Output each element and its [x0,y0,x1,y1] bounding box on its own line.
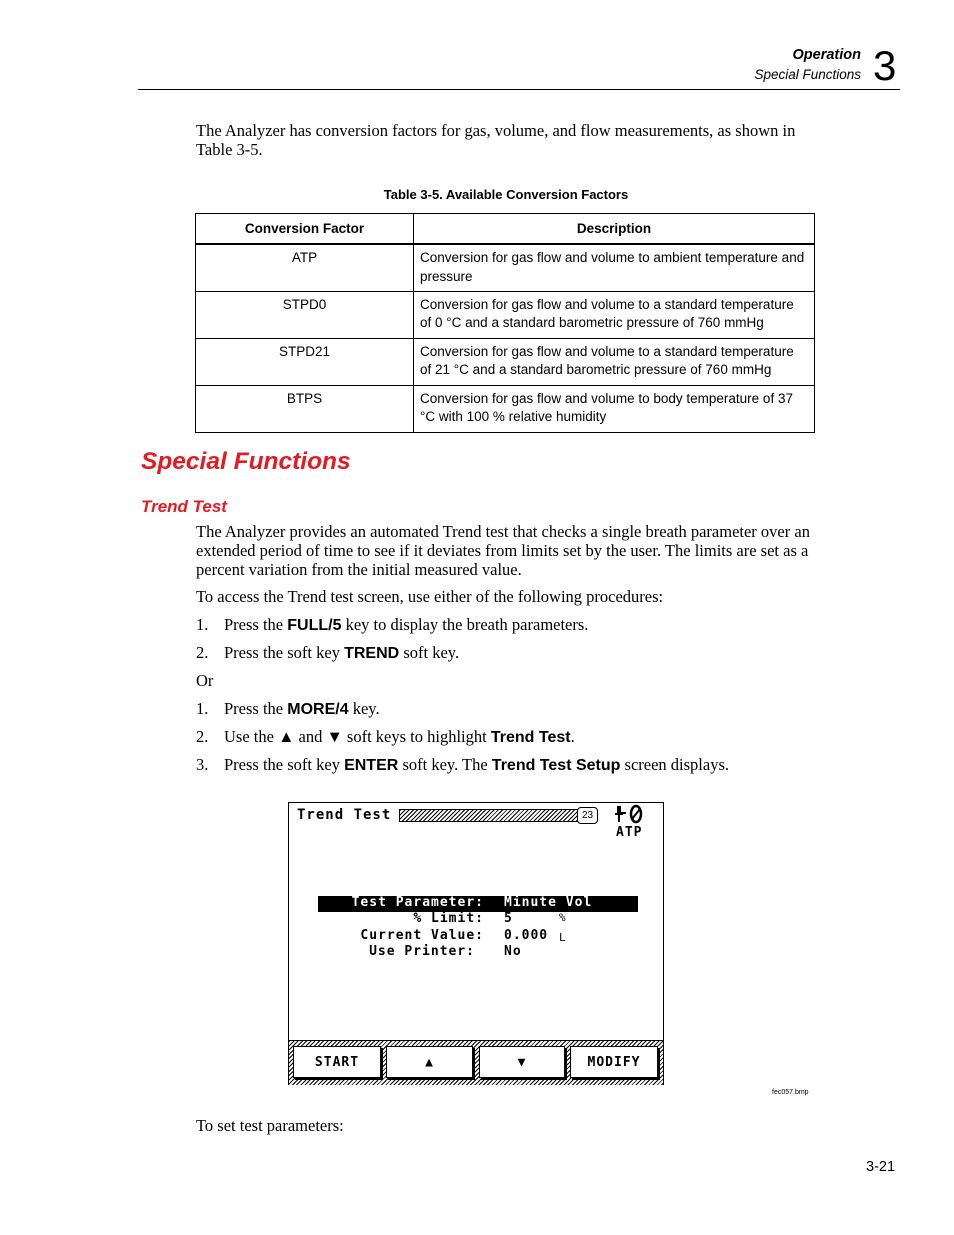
cell-description: Conversion for gas flow and volume to body temperature of 37 °C with 100 % relative humidity [414,385,815,432]
param-unit: L [559,931,567,944]
step-number: 1. [196,699,209,718]
cell-factor: ATP [196,244,414,291]
key-name: MORE/4 [287,701,349,718]
step-text-pre: Press the [224,615,288,634]
key-name: ENTER [344,757,399,774]
start-softkey[interactable]: START [293,1046,381,1078]
conversion-table [195,213,815,433]
key-name: TREND [344,645,400,662]
figure-filename: fec057.bmp [772,1089,809,1096]
step-number: 2. [196,727,209,746]
closing-paragraph: To set test parameters: [196,1116,344,1135]
step-text-post: key. [348,699,380,718]
title-bar-hatch [399,809,581,822]
table-row [196,291,815,338]
step-text-pre: Use the ▲ and ▼ soft keys to highlight [224,727,491,746]
step-text-post: screen displays. [620,755,730,774]
conversion-mode: ATP [616,825,643,840]
step-text [224,699,380,719]
subsection-heading: Trend Test [141,497,227,516]
intro-paragraph: The Analyzer has conversion factors for gas, volume, and flow measurements, as shown in Table 3-5. [196,121,796,159]
screen-title: Trend Test [297,807,392,823]
cell-factor: STPD0 [196,291,414,338]
page-number: 3-21 [866,1159,896,1175]
step-text-pre: Press the soft key [224,755,345,774]
step-text-mid: soft key. The [398,755,492,774]
cell-factor: STPD21 [196,338,414,385]
running-header-section: Operation [792,47,861,63]
or-text: Or [196,671,214,690]
step-number: 2. [196,643,209,662]
step-number: 3. [196,755,209,774]
step-number: 1. [196,615,209,634]
step-text [224,615,588,635]
softkey-bar [289,1040,663,1085]
table-row [196,385,815,432]
table-header-row [196,214,815,245]
table-header-description: Description [414,214,815,245]
section-heading: Special Functions [141,448,351,475]
step-text-post: soft key. [399,643,460,662]
down-arrow-softkey[interactable]: ▼ [479,1046,565,1078]
screen-counter: 23 [577,807,598,824]
body-paragraph-1: The Analyzer provides an automated Trend test that checks a single breath parameter over an extended period of time to see if it deviates from limits set by the user. The limits are set as a percent variation from the initial measured value. [196,522,810,579]
key-name: FULL/5 [287,617,342,634]
step-text [224,727,575,747]
table-row [196,338,815,385]
table-row [196,244,815,291]
param-value: 5 [504,911,513,926]
step-text [224,755,729,775]
cell-description: Conversion for gas flow and volume to ambient temperature and pressure [414,244,815,291]
step-text-post: . [570,727,575,746]
param-unit: % [559,911,567,924]
step-text [224,643,459,663]
table-header-factor: Conversion Factor [196,214,414,245]
step-text-post: key to display the breath parameters. [341,615,589,634]
param-label: Use Printer: [369,944,475,959]
param-label: % Limit: [413,911,484,926]
device-screen [288,802,664,1085]
modify-softkey[interactable]: MODIFY [570,1046,658,1078]
header-rule [138,89,900,90]
body-paragraph-2: To access the Trend test screen, use either of the following procedures: [196,587,664,606]
cell-factor: BTPS [196,385,414,432]
screen-name: Trend Test Setup [491,757,621,774]
running-header-subsection: Special Functions [754,67,861,82]
param-label: Test Parameter: [351,895,484,910]
up-arrow-softkey[interactable]: ▲ [386,1046,473,1078]
chapter-number: 3 [873,42,897,89]
cell-description: Conversion for gas flow and volume to a standard temperature of 21 °C and a standard barometric pressure of 760 mmHg [414,338,815,385]
param-value: Minute Vol [504,895,593,910]
step-text-pre: Press the [224,699,288,718]
step-text-pre: Press the soft key [224,643,345,662]
param-value: 0.000 [504,928,549,943]
cell-description: Conversion for gas flow and volume to a standard temperature of 0 °C and a standard barometric pressure of 760 mmHg [414,291,815,338]
param-value: No [504,944,522,959]
key-name: Trend Test [490,729,571,746]
param-label: Current Value: [360,928,484,943]
table-caption: Table 3-5. Available Conversion Factors [383,187,629,202]
